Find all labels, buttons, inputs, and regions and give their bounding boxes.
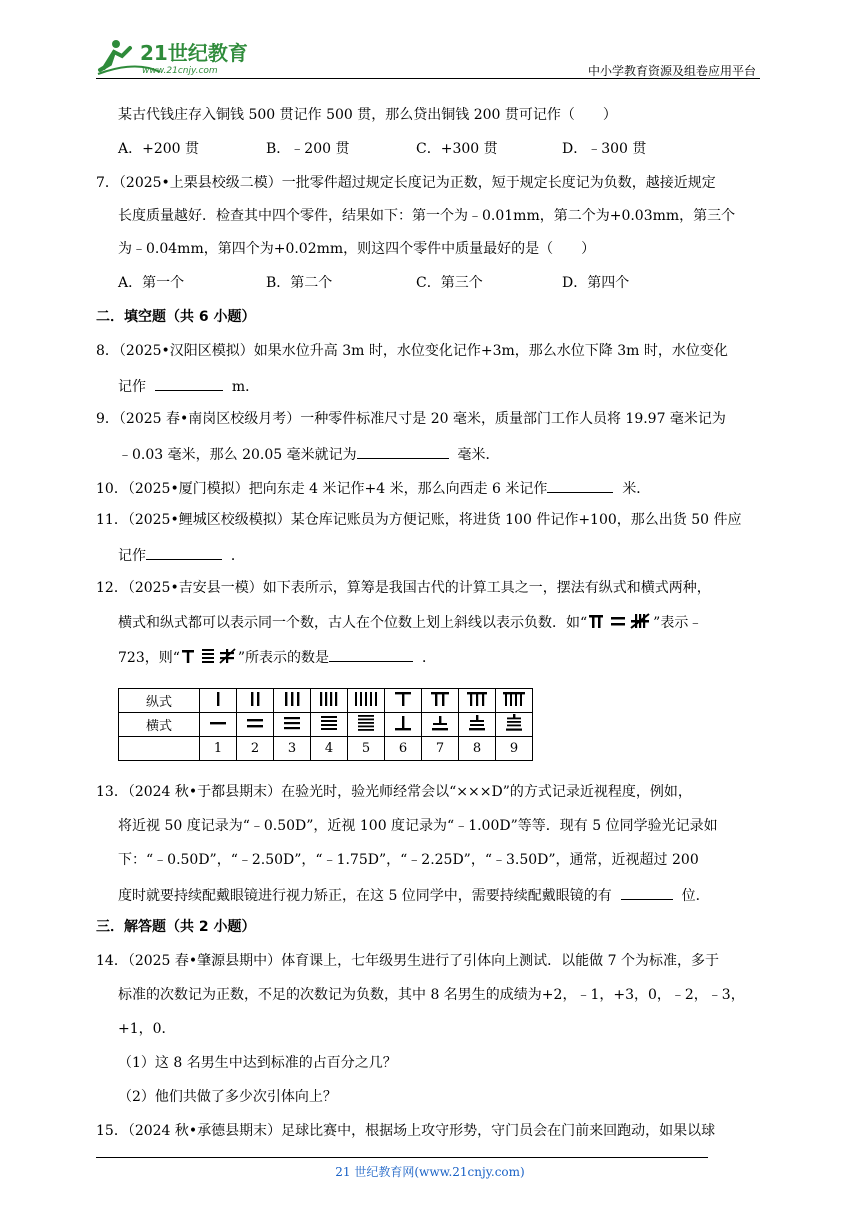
q12-line1: 12．（2025•吉安县一模）如下表所示，算筹是我国古代的计算工具之一，摆法有纵式和横式两种， bbox=[96, 580, 711, 596]
q10-line1: 10．（2025•厦门模拟）把向东走 4 米记作+4 米，那么向西走 6 米记作 米． bbox=[96, 478, 650, 498]
q15-line1: 15．（2024 秋•承德县期末）足球比赛中，根据场上攻守形势，守门员会在门前来回跑动，如果以球 bbox=[96, 1123, 716, 1139]
q13-line2: 将近视 50 度记录为“﹣0.50D”，近视 100 度记录为“﹣1.00D”等等．现有 5 位同学验光记录如 bbox=[118, 818, 718, 834]
vertical-rod-7-icon bbox=[425, 690, 455, 708]
q13-line3: 下：“﹣0.50D”，“﹣2.50D”，“﹣1.75D”，“﹣2.25D”，“﹣3.50D”，通常，近视超过 200 bbox=[118, 852, 699, 868]
horizontal-rod-4-icon bbox=[314, 714, 344, 732]
rod-numeral-question-icon bbox=[180, 648, 238, 664]
q6-option-a: A．+200 贯 bbox=[118, 141, 200, 157]
q8-answer-blank[interactable] bbox=[155, 376, 223, 391]
q9-answer-blank[interactable] bbox=[357, 444, 449, 459]
number-cell: 7 bbox=[422, 737, 459, 761]
rod-numeral-example-icon bbox=[587, 613, 653, 629]
q12-line3: 723，则“ ”所表示的数是 ． bbox=[118, 647, 436, 667]
q7-option-d: D．第四个 bbox=[562, 275, 630, 291]
q6-option-b: B．﹣200 贯 bbox=[266, 141, 350, 157]
number-cell: 6 bbox=[385, 737, 422, 761]
row-label-horizontal: 横式 bbox=[119, 713, 200, 737]
q6-option-d: D．﹣300 贯 bbox=[562, 141, 647, 157]
svg-text:www.21cnjy.com: www.21cnjy.com bbox=[142, 66, 218, 76]
q6-option-c: C．+300 贯 bbox=[416, 141, 498, 157]
vertical-rod-8-icon bbox=[462, 690, 492, 708]
number-cell: 8 bbox=[459, 737, 496, 761]
q12-line2: 横式和纵式都可以表示同一个数，古人在个位数上划上斜线以表示负数．如“ ”表示﹣ bbox=[118, 615, 703, 631]
footer-rule bbox=[96, 1157, 708, 1158]
q7-line3: 为﹣0.04mm，第四个为+0.02mm，则这四个零件中质量最好的是（ ） bbox=[118, 241, 596, 257]
q14-line3: +1，0． bbox=[118, 1021, 176, 1037]
number-cell: 4 bbox=[311, 737, 348, 761]
q14-sub2: （2）他们共做了多少次引体向上？ bbox=[118, 1089, 337, 1105]
number-cell: 1 bbox=[200, 737, 237, 761]
horizontal-rod-3-icon bbox=[277, 714, 307, 732]
q10-answer-blank[interactable] bbox=[547, 478, 613, 493]
horizontal-rod-2-icon bbox=[240, 714, 270, 732]
q11-line1: 11．（2025•鲤城区校级模拟）某仓库记账员为方便记账，将进货 100 件记作+100，那么出货 50 件应 bbox=[96, 512, 742, 528]
q7-option-b: B．第二个 bbox=[266, 275, 333, 291]
horizontal-rod-6-icon bbox=[388, 714, 418, 732]
row-numbers bbox=[119, 737, 533, 761]
q7-option-a: A．第一个 bbox=[118, 275, 185, 291]
number-cell: 3 bbox=[274, 737, 311, 761]
horizontal-rod-7-icon bbox=[425, 714, 455, 732]
vertical-rod-1-icon bbox=[203, 690, 233, 708]
q11-answer-blank[interactable] bbox=[146, 545, 222, 560]
q6-stem: 某古代钱庄存入铜钱 500 贯记作 500 贯，那么贷出铜钱 200 贯可记作（ ） bbox=[118, 107, 617, 123]
section-fill-in: 二．填空题（共 6 小题） bbox=[96, 309, 256, 325]
q13-answer-blank[interactable] bbox=[621, 885, 673, 900]
number-cell: 5 bbox=[348, 737, 385, 761]
number-cell: 2 bbox=[237, 737, 274, 761]
row-horizontal bbox=[119, 713, 533, 737]
counting-rod-table bbox=[118, 688, 533, 761]
site-logo bbox=[96, 38, 256, 78]
horizontal-rod-8-icon bbox=[462, 714, 492, 732]
q9-line1: 9．（2025 春•南岗区校级月考）一种零件标准尺寸是 20 毫米，质量部门工作人员将 19.97 毫米记为 bbox=[96, 411, 726, 427]
vertical-rod-9-icon bbox=[499, 690, 529, 708]
platform-name: 中小学教育资源及组卷应用平台 bbox=[587, 64, 756, 78]
number-cell: 9 bbox=[496, 737, 533, 761]
q14-sub1: （1）这 8 名男生中达到标准的占百分之几？ bbox=[118, 1055, 397, 1071]
q11-line2: 记作 ． bbox=[118, 545, 245, 565]
q14-line1: 14．（2025 春•肇源县期中）体育课上，七年级男生进行了引体向上测试．以能做 7 个为标准，多于 bbox=[96, 953, 719, 969]
vertical-rod-3-icon bbox=[277, 690, 307, 708]
q7-line1: 7．（2025•上栗县校级二模）一批零件超过规定长度记为正数，短于规定长度记为负数，越接近规定 bbox=[96, 175, 716, 191]
horizontal-rod-9-icon bbox=[499, 714, 529, 732]
q8-line1: 8．（2025•汉阳区模拟）如果水位升高 3m 时，水位变化记作+3m，那么水位下降 3m 时，水位变化 bbox=[96, 343, 728, 359]
q8-line2: 记作 m． bbox=[118, 376, 259, 396]
vertical-rod-4-icon bbox=[314, 690, 344, 708]
horizontal-rod-5-icon bbox=[351, 714, 381, 732]
q7-option-c: C．第三个 bbox=[416, 275, 483, 291]
q12-answer-blank[interactable] bbox=[329, 647, 413, 662]
vertical-rod-6-icon bbox=[388, 690, 418, 708]
q13-line4: 度时就要持续配戴眼镜进行视力矫正，在这 5 位同学中，需要持续配戴眼镜的有 位． bbox=[118, 885, 710, 905]
vertical-rod-2-icon bbox=[240, 690, 270, 708]
row-label-vertical: 纵式 bbox=[119, 689, 200, 713]
footer-link[interactable]: 21 世纪教育网(www.21cnjy.com) bbox=[335, 1165, 525, 1179]
q13-line1: 13．（2024 秋•于都县期末）在验光时，验光师经常会以“×××D”的方式记录近视程度，例如， bbox=[96, 784, 692, 800]
header-rule bbox=[96, 78, 760, 79]
q9-line2: ﹣0.03 毫米，那么 20.05 毫米就记为 毫米． bbox=[118, 444, 500, 464]
svg-text:21世纪教育: 21世纪教育 bbox=[140, 41, 248, 65]
q7-line2: 长度质量越好．检查其中四个零件，结果如下：第一个为﹣0.01mm，第二个为+0.03mm，第三个 bbox=[118, 208, 736, 224]
horizontal-rod-1-icon bbox=[203, 714, 233, 732]
row-vertical bbox=[119, 689, 533, 713]
vertical-rod-5-icon bbox=[351, 690, 381, 708]
section-solutions: 三．解答题（共 2 小题） bbox=[96, 919, 256, 935]
q14-line2: 标准的次数记为正数，不足的次数记为负数，其中 8 名男生的成绩为+2，﹣1，+3，0，﹣2，﹣3， bbox=[118, 987, 745, 1003]
